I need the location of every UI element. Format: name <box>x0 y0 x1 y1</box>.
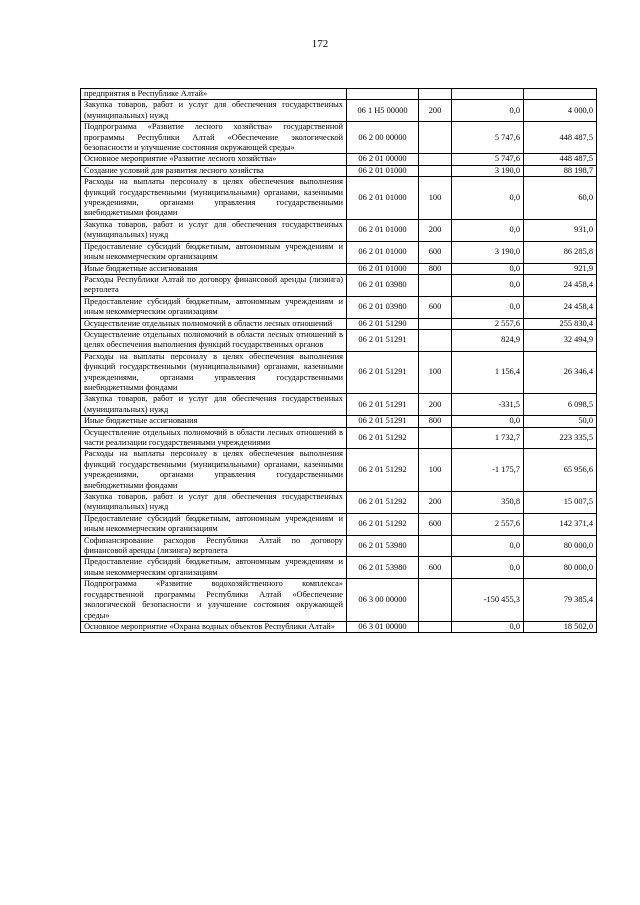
row-expense-type-cell <box>419 154 452 165</box>
row-name-cell: Расходы на выплаты персоналу в целях обеспечения выполнения функций государственными (муниципальными) органами, казенными учреждениями, органами управления государственными внебюджетными фондами <box>81 177 347 220</box>
row-total-cell: 931,0 <box>524 219 597 241</box>
row-total-cell: 255 830,4 <box>524 318 597 329</box>
row-code-cell: 06 2 01 03980 <box>347 296 419 318</box>
row-change-cell: 5 747,6 <box>452 122 524 154</box>
row-name-cell: Предоставление субсидий бюджетным, автономным учреждениям и иным некоммерческим организациям <box>81 557 347 579</box>
row-expense-type-cell: 600 <box>419 513 452 535</box>
row-expense-type-cell: 800 <box>419 263 452 274</box>
row-change-cell: 0,0 <box>452 177 524 220</box>
row-expense-type-cell <box>419 329 452 351</box>
row-total-cell <box>524 89 597 100</box>
row-code-cell: 06 2 01 51291 <box>347 329 419 351</box>
row-change-cell: -331,5 <box>452 394 524 416</box>
row-expense-type-cell: 600 <box>419 241 452 263</box>
row-code-cell: 06 1 Н5 00000 <box>347 100 419 122</box>
table-row <box>81 394 597 416</box>
budget-table-body <box>81 89 597 633</box>
row-expense-type-cell: 100 <box>419 177 452 220</box>
row-total-cell: 223 335,5 <box>524 427 597 449</box>
row-expense-type-cell: 100 <box>419 449 452 492</box>
row-name-cell: Предоставление субсидий бюджетным, автономным учреждениям и иным некоммерческим организациям <box>81 241 347 263</box>
row-total-cell: 6 098,5 <box>524 394 597 416</box>
row-code-cell <box>347 89 419 100</box>
row-change-cell: 0,0 <box>452 535 524 557</box>
row-expense-type-cell: 200 <box>419 394 452 416</box>
row-expense-type-cell: 200 <box>419 219 452 241</box>
row-total-cell: 142 371,4 <box>524 513 597 535</box>
row-change-cell: -150 455,3 <box>452 579 524 622</box>
row-name-cell: Предоставление субсидий бюджетным, автономным учреждениям и иным некоммерческим организациям <box>81 513 347 535</box>
table-row <box>81 535 597 557</box>
row-expense-type-cell: 200 <box>419 492 452 514</box>
row-expense-type-cell <box>419 621 452 632</box>
budget-table <box>80 88 597 633</box>
row-change-cell: 3 190,0 <box>452 165 524 176</box>
row-code-cell: 06 2 01 53980 <box>347 535 419 557</box>
row-total-cell: 26 346,4 <box>524 351 597 394</box>
row-total-cell: 80 000,0 <box>524 557 597 579</box>
row-total-cell: 79 385,4 <box>524 579 597 622</box>
row-change-cell: 824,9 <box>452 329 524 351</box>
row-total-cell: 80 000,0 <box>524 535 597 557</box>
row-name-cell: Иные бюджетные ассигнования <box>81 416 347 427</box>
row-code-cell: 06 2 01 01000 <box>347 165 419 176</box>
table-row <box>81 296 597 318</box>
row-code-cell: 06 2 01 51291 <box>347 351 419 394</box>
row-change-cell: 350,8 <box>452 492 524 514</box>
row-expense-type-cell: 800 <box>419 416 452 427</box>
row-expense-type-cell <box>419 579 452 622</box>
table-row <box>81 177 597 220</box>
row-code-cell: 06 2 01 51292 <box>347 492 419 514</box>
row-code-cell: 06 3 01 00000 <box>347 621 419 632</box>
row-change-cell: 5 747,6 <box>452 154 524 165</box>
table-row <box>81 557 597 579</box>
table-row <box>81 416 597 427</box>
row-expense-type-cell: 100 <box>419 351 452 394</box>
row-name-cell: предприятия в Республике Алтай» <box>81 89 347 100</box>
table-row <box>81 513 597 535</box>
row-name-cell: Закупка товаров, работ и услуг для обеспечения государственных (муниципальных) нужд <box>81 219 347 241</box>
row-name-cell: Расходы на выплаты персоналу в целях обеспечения выполнения функций государственными (муниципальными) органами, казенными учреждениями, органами управления государственными внебюджетными фондами <box>81 351 347 394</box>
row-expense-type-cell <box>419 427 452 449</box>
row-expense-type-cell <box>419 318 452 329</box>
table-row <box>81 165 597 176</box>
table-row <box>81 89 597 100</box>
table-row <box>81 263 597 274</box>
row-name-cell: Осуществление отдельных полномочий в области лесных отношений в целях обеспечения выполнения функций государственных органов <box>81 329 347 351</box>
row-total-cell: 86 285,8 <box>524 241 597 263</box>
row-total-cell: 32 494,9 <box>524 329 597 351</box>
row-expense-type-cell <box>419 274 452 296</box>
table-row <box>81 219 597 241</box>
row-name-cell: Предоставление субсидий бюджетным, автономным учреждениям и иным некоммерческим организациям <box>81 296 347 318</box>
row-name-cell: Создание условий для развития лесного хозяйства <box>81 165 347 176</box>
row-change-cell: 2 557,6 <box>452 318 524 329</box>
table-row <box>81 154 597 165</box>
row-expense-type-cell <box>419 165 452 176</box>
row-code-cell: 06 2 01 51291 <box>347 394 419 416</box>
row-code-cell: 06 2 00 00000 <box>347 122 419 154</box>
row-change-cell: 3 190,0 <box>452 241 524 263</box>
table-row <box>81 351 597 394</box>
row-total-cell: 921,9 <box>524 263 597 274</box>
row-name-cell: Расходы Республики Алтай по договору финансовой аренды (лизинга) вертолета <box>81 274 347 296</box>
page-number: 172 <box>311 38 329 50</box>
row-change-cell: 0,0 <box>452 263 524 274</box>
row-name-cell: Основное мероприятие «Охрана водных объектов Республики Алтай» <box>81 621 347 632</box>
row-expense-type-cell: 600 <box>419 557 452 579</box>
table-row <box>81 579 597 622</box>
row-total-cell: 60,0 <box>524 177 597 220</box>
table-row <box>81 122 597 154</box>
row-name-cell: Закупка товаров, работ и услуг для обеспечения государственных (муниципальных) нужд <box>81 100 347 122</box>
row-change-cell: 0,0 <box>452 296 524 318</box>
row-total-cell: 88 198,7 <box>524 165 597 176</box>
row-code-cell: 06 2 01 01000 <box>347 177 419 220</box>
row-name-cell: Закупка товаров, работ и услуг для обеспечения государственных (муниципальных) нужд <box>81 394 347 416</box>
row-code-cell: 06 2 01 51292 <box>347 513 419 535</box>
row-code-cell: 06 2 01 51290 <box>347 318 419 329</box>
table-row <box>81 100 597 122</box>
row-change-cell: 1 156,4 <box>452 351 524 394</box>
row-total-cell: 4 000,0 <box>524 100 597 122</box>
table-row <box>81 329 597 351</box>
row-change-cell: 0,0 <box>452 100 524 122</box>
row-code-cell: 06 2 01 01000 <box>347 241 419 263</box>
row-total-cell: 18 502,0 <box>524 621 597 632</box>
row-name-cell: Расходы на выплаты персоналу в целях обеспечения выполнения функций государственными (муниципальными) органами, казенными учреждениями, органами управления государственными внебюджетными фондами <box>81 449 347 492</box>
row-total-cell: 448 487,5 <box>524 154 597 165</box>
table-row <box>81 621 597 632</box>
row-code-cell: 06 2 01 00000 <box>347 154 419 165</box>
row-code-cell: 06 2 01 51292 <box>347 449 419 492</box>
table-row <box>81 318 597 329</box>
table-row <box>81 427 597 449</box>
table-row <box>81 241 597 263</box>
row-name-cell: Подпрограмма «Развитие водохозяйственного комплекса» государственной программы Республики Алтай «Обеспечение экологической безопасности и улучшение состояния окружающей среды» <box>81 579 347 622</box>
table-row <box>81 449 597 492</box>
row-expense-type-cell <box>419 535 452 557</box>
row-change-cell: 1 732,7 <box>452 427 524 449</box>
row-change-cell: 0,0 <box>452 416 524 427</box>
table-row <box>81 492 597 514</box>
row-change-cell: 2 557,6 <box>452 513 524 535</box>
row-total-cell: 24 458,4 <box>524 296 597 318</box>
row-code-cell: 06 2 01 53980 <box>347 557 419 579</box>
row-total-cell: 448 487,5 <box>524 122 597 154</box>
row-expense-type-cell: 600 <box>419 296 452 318</box>
row-name-cell: Софинансирование расходов Республики Алтай по договору финансовой аренды (лизинга) вертолета <box>81 535 347 557</box>
row-name-cell: Иные бюджетные ассигнования <box>81 263 347 274</box>
row-total-cell: 50,0 <box>524 416 597 427</box>
row-change-cell: 0,0 <box>452 557 524 579</box>
row-expense-type-cell <box>419 89 452 100</box>
row-change-cell: 0,0 <box>452 621 524 632</box>
row-expense-type-cell: 200 <box>419 100 452 122</box>
row-change-cell: 0,0 <box>452 274 524 296</box>
row-total-cell: 15 007,5 <box>524 492 597 514</box>
row-total-cell: 65 956,6 <box>524 449 597 492</box>
row-expense-type-cell <box>419 122 452 154</box>
row-code-cell: 06 2 01 03980 <box>347 274 419 296</box>
table-row <box>81 274 597 296</box>
row-name-cell: Осуществление отдельных полномочий в области лесных отношений <box>81 318 347 329</box>
row-change-cell <box>452 89 524 100</box>
row-total-cell: 24 458,4 <box>524 274 597 296</box>
row-name-cell: Основное мероприятие «Развитие лесного хозяйства» <box>81 154 347 165</box>
row-code-cell: 06 2 01 51291 <box>347 416 419 427</box>
row-code-cell: 06 3 00 00000 <box>347 579 419 622</box>
row-change-cell: -1 175,7 <box>452 449 524 492</box>
row-name-cell: Осуществление отдельных полномочий в области лесных отношений в части реализации государственными учреждениями <box>81 427 347 449</box>
row-name-cell: Закупка товаров, работ и услуг для обеспечения государственных (муниципальных) нужд <box>81 492 347 514</box>
row-code-cell: 06 2 01 01000 <box>347 219 419 241</box>
row-change-cell: 0,0 <box>452 219 524 241</box>
row-code-cell: 06 2 01 01000 <box>347 263 419 274</box>
row-code-cell: 06 2 01 51292 <box>347 427 419 449</box>
row-name-cell: Подпрограмма «Развитие лесного хозяйства» государственной программы Республики Алтай «Обеспечение экологической безопасности и улучшение состояния окружающей среды» <box>81 122 347 154</box>
